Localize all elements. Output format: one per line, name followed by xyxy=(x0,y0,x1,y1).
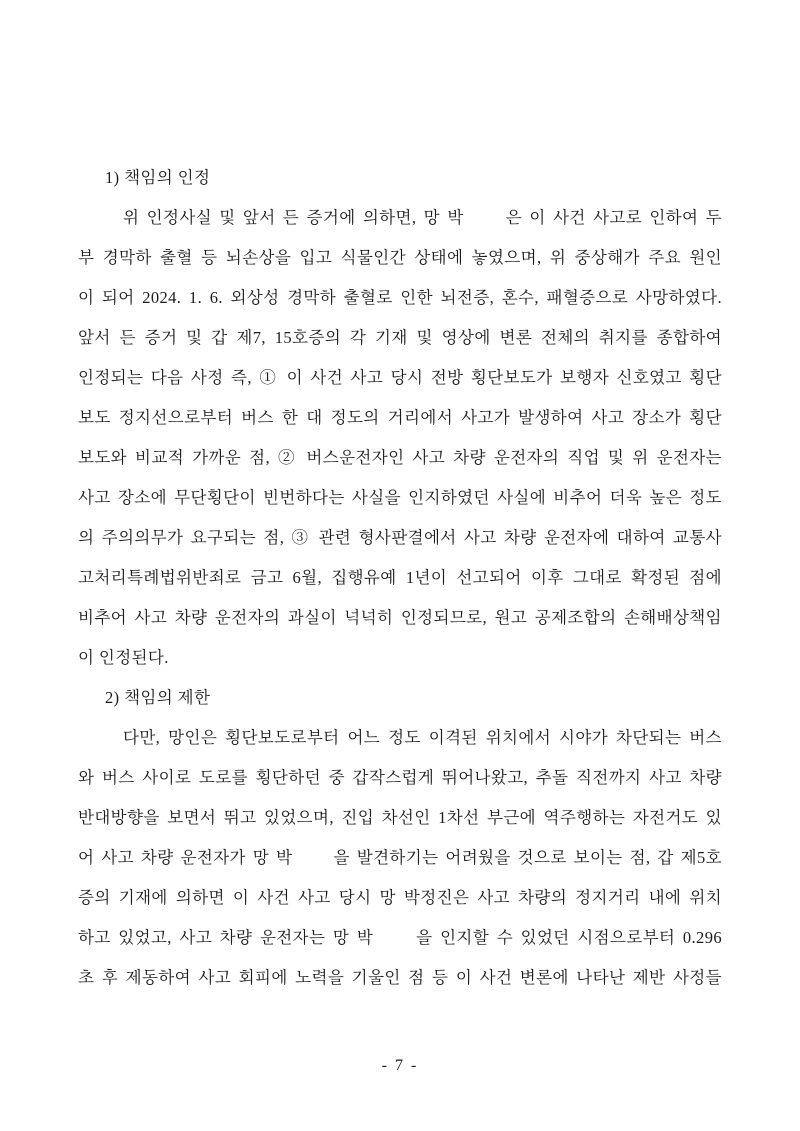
text-line: 하고 있었고, 사고 차량 운전자는 망 박 을 인지할 수 있었던 시점으로부터 0.296 xyxy=(78,928,722,947)
text-line: 위 인정사실 및 앞서 든 증거에 의하면, 망 박 은 이 사건 사고로 인하여 두 xyxy=(123,208,722,227)
text-line: 인정되는 다음 사정 즉, ① 이 사건 사고 당시 전방 횡단보도가 보행자 신호였고 횡단 xyxy=(78,368,722,387)
text-line: 보도 정지선으로부터 버스 한 대 정도의 거리에서 사고가 발생하여 사고 장소가 횡단 xyxy=(78,408,722,427)
text-line: 와 버스 사이로 도로를 횡단하던 중 갑작스럽게 뛰어나왔고, 추돌 직전까지 사고 차량 xyxy=(78,768,722,787)
text-line: 초 후 제동하여 사고 회피에 노력을 기울인 점 등 이 사건 변론에 나타난 제반 사정들 xyxy=(78,968,722,987)
text-line: 어 사고 차량 운전자가 망 박 을 발견하기는 어려웠을 것으로 보이는 점, 갑 제5호 xyxy=(78,848,722,867)
text-line: 다만, 망인은 횡단보도로부터 어느 정도 이격된 위치에서 시야가 차단되는 버스 xyxy=(123,728,722,747)
text-line: 고처리특례법위반죄로 금고 6월, 집행유예 1년이 선고되어 이후 그대로 확정된 점에 xyxy=(78,568,722,587)
text-line: 사고 장소에 무단횡단이 빈번하다는 사실을 인지하였던 사실에 비추어 더욱 높은 정도 xyxy=(78,488,722,507)
page-number: - 7 - xyxy=(381,1057,419,1074)
text-line: 이 되어 2024. 1. 6. 외상성 경막하 출혈로 인한 뇌전증, 혼수, 패혈증으로 사망하였다. xyxy=(78,288,722,307)
text-line: 의 주의의무가 요구되는 점, ③ 관련 형사판결에서 사고 차량 운전자에 대하여 교통사 xyxy=(78,528,722,547)
text-line: 증의 기재에 의하면 이 사건 사고 당시 망 박정진은 사고 차량의 정지거리 내에 위치 xyxy=(78,888,722,907)
text-line: 이 인정된다. xyxy=(78,648,169,667)
text-line: 비추어 사고 차량 운전자의 과실이 넉넉히 인정되므로, 원고 공제조합의 손해배상책임 xyxy=(78,608,722,627)
text-line: 반대방향을 보면서 뛰고 있었으며, 진입 차선인 1차선 부근에 역주행하는 자전거도 있 xyxy=(78,808,722,827)
text-line: 부 경막하 출혈 등 뇌손상을 입고 식물인간 상태에 놓였으며, 위 중상해가 주요 원인 xyxy=(78,248,722,267)
text-line: 보도와 비교적 가까운 점, ② 버스운전자인 사고 차량 운전자의 직업 및 위 운전자는 xyxy=(78,448,722,467)
text-line: 앞서 든 증거 및 갑 제7, 15호증의 각 기재 및 영상에 변론 전체의 취지를 종합하여 xyxy=(78,328,722,347)
section-heading: 1) 책임의 인정 xyxy=(105,168,211,187)
section-heading: 2) 책임의 제한 xyxy=(105,688,211,707)
document-text-block xyxy=(78,158,722,998)
